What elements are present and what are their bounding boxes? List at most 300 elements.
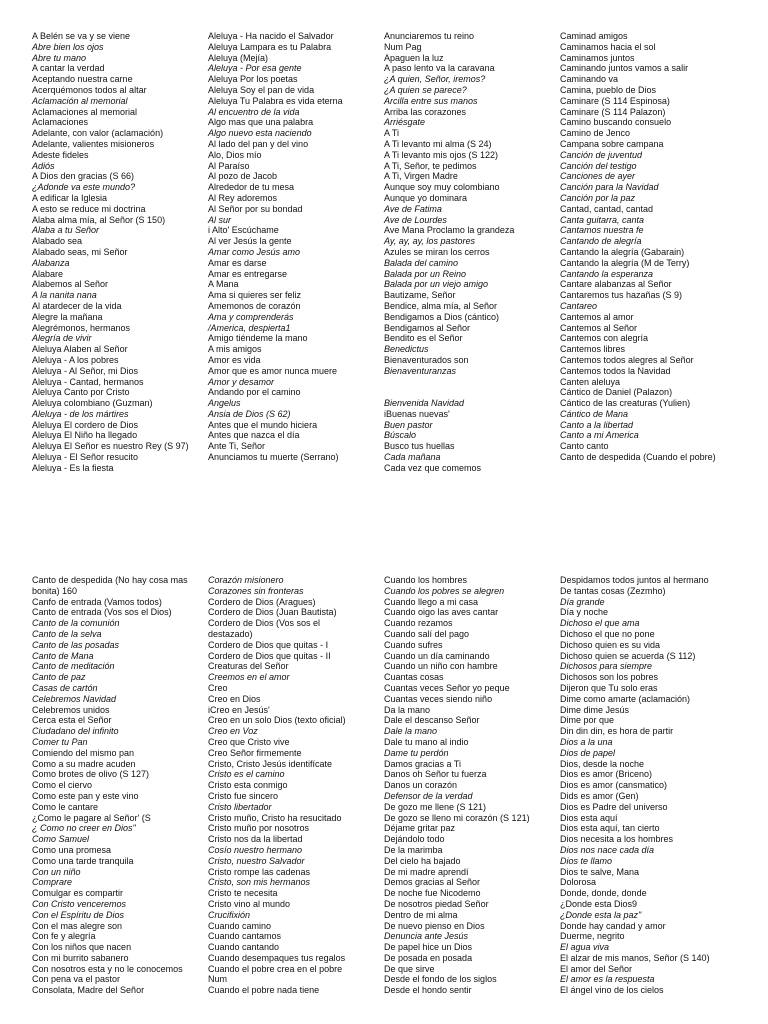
index-entry: Caminando juntos vamos a salir [560,63,689,74]
index-entry: Camina, pueblo de Dios [560,84,657,95]
index-entry: A la nanita nana [32,290,97,301]
index-entry: Cuando camino [208,920,272,931]
index-entry: Dios te llamo [560,855,613,866]
index-entry: Dios necesita a los hombres [560,834,674,845]
index-entry: Dios es amor (cansmatico) [560,780,668,791]
index-entry: Benedictus [384,344,429,355]
index-entry: Cantando de alegría [560,236,642,247]
index-entry: Con Cristo venceremos [32,898,127,909]
index-entry: iBuenas nuevas' [384,408,450,419]
index-entry: Azules se miran los cerros [384,246,490,257]
index-entry: Canto canto [560,441,609,452]
index-entry: Comiendo del mismo pan [32,747,135,758]
index-column [32,575,206,996]
index-entry: Ansia de Dios (S 62) [208,408,291,419]
index-entry: Cantando la alegría (Gabarain) [560,246,685,257]
index-entry: Bautizame, Señor [384,290,456,301]
index-entry: Cantando la esperanza [560,268,654,279]
index-entry: Como le cantare [32,801,99,812]
index-entry: iCreo en Jesús' [208,704,270,715]
index-entry: Cuando oigo las aves cantar [384,607,499,618]
index-entry: Aleluya colombiano (Guzman) [32,398,153,409]
index-entry: Cosío nuestro hermano [208,844,303,855]
index-entry: Cristo vino al mundo [208,898,291,909]
index-entry: Apaguen la luz [384,52,444,63]
index-entry: Con pena va el pastor [32,974,121,985]
index-entry: Creaturas del Señor [208,661,289,672]
index-entry: Alaba a tu Señor [32,225,100,236]
index-entry: Al lado del pan y del vino [208,138,309,149]
index-entry: Como brotes de olivo (S 127) [32,769,150,780]
index-entry: Con mi burrito sabanero [32,952,129,963]
index-entry: Danos oh Señor tu fuerza [384,769,487,780]
index-entry: Denuncia ante Jesús [384,931,469,942]
index-entry: Donde, donde, donde [560,888,647,899]
index-entry: Cristo es el camino [208,769,285,780]
index-entry: Balada por un viejo amigo [384,279,489,290]
index-column [384,575,556,996]
index-entry: Cantando la alegría (M de Terry) [560,257,690,268]
index-entry: Bendice, alma mía, al Señor [384,300,498,311]
index-entry: Cántico de las creaturas (Yulien) [560,398,691,409]
index-entry: Cuando el pobre nada tiene [208,985,320,996]
index-entry: Ciudadano del infinito [32,726,119,737]
index-entry: Dios te salve, Mana [560,866,640,877]
index-entry: De que sirve [384,963,435,974]
index-entry: i Alto' Escúchame [208,225,279,236]
index-entry: Alo, Dios mío [208,149,262,160]
index-entry: A esto se reduce mi doctrina [32,203,146,214]
index-entry: Dame tu perdón [384,747,449,758]
index-entry: Abre bien los ojos [32,41,104,52]
index-entry: Cada mañana [384,452,441,463]
index-entry: Canten aleluya [560,376,621,387]
index-entry: Creo que Cristo vive [208,736,290,747]
index-entry: De gozo se lleno mi corazón (S 121) [384,812,530,823]
index-entry: Comer tu Pan [32,736,88,747]
index-entry: Cantamos nuestra fe [560,225,644,236]
index-entry: Bienvenida Navidad [384,398,465,409]
index-entry: Dichoso quien se acuerda (S 112) [560,650,696,661]
index-entry: Aleluya El Niño ha llegado [32,430,138,441]
index-entry: Bendigamos al Señor [384,322,471,333]
index-entry: Cántico de Daniel (Palazon) [560,387,673,398]
index-entry: Aleluya Lampara es tu Palabra [208,41,332,52]
index-entry: Cristo nos da la libertad [208,834,303,845]
index-entry: Aunque yo dominara [384,192,468,203]
index-entry: Canto de paz [32,672,86,683]
index-entry: Cantaremos tus hazañas (S 9) [560,290,683,301]
index-entry: Cordero de Dios que quitas - II [208,650,331,661]
index-entry: Dios a la una [560,736,613,747]
index-entry: Aleluya - de los mártires [32,408,129,419]
index-entry: Cordero de Dios (Aragues) [208,596,316,607]
index-entry: Con los niños que nacen [32,942,132,953]
index-entry: Ante Ti, Señor [208,441,266,452]
index-entry: Como el ciervo [32,780,93,791]
index-column [208,31,380,463]
index-entry: Aleluya - Al Señor, mi Dios [32,365,139,376]
index-entry: Aleluya - Por esa gente [208,63,302,74]
index-entry: Cuando un niño con hambre [384,661,498,672]
index-entry: Amigo tiéndeme la mano [208,333,308,344]
index-entry: ¿Adonde va este mundo? [32,182,136,193]
index-entry: Cordero de Dios que quitas - I [208,639,329,650]
index-entry: A Ti levanto mis ojos (S 122) [384,149,499,160]
index-entry: Como una promesa [32,844,112,855]
index-entry: De nuevo pienso en Dios [384,920,485,931]
index-entry: Canto a la libertad [560,419,634,430]
index-entry: Aclamación al memorial [32,95,128,106]
index-entry: ¿A quien se parece? [384,84,467,95]
index-entry: Aleluya Por los poetas [208,74,298,85]
index-entry: Como Samuel [32,834,90,845]
index-entry: Canto de despedida (Cuando el pobre) [560,452,716,463]
index-entry: Cuando los hombres [384,575,468,585]
index-entry: Cerca esta el Señor [32,715,112,726]
index-entry: Corazón misionero [208,575,284,585]
index-entry: Dios, desde la noche [560,758,645,769]
index-entry: Al pozo de Jacob [208,171,278,182]
index-entry: Antes que nazca el día [208,430,300,441]
index-entry: Dios esta aquí [560,812,618,823]
index-column [560,575,740,996]
index-entry: Aleluya - El Señor resucito [32,452,139,463]
index-entry: Aleluya Canto por Cristo [32,387,130,398]
index-entry: Ave de Lourdes [384,214,447,225]
index-entry: Alabado sea [32,236,83,247]
index-entry: Num [208,974,228,985]
index-entry: Antes que el mundo hiciera [208,419,318,430]
index-entry: Amemonos de corazón [208,300,301,311]
index-entry: Canto a mi America [560,430,639,441]
index-entry: Demos gracias al Señor [384,877,481,888]
index-entry: Caminamos hacia el sol [560,41,656,52]
index-entry: Adelante, con valor (aclamación) [32,128,164,139]
index-entry: Cristo, Cristo Jesús identifícate [208,758,333,769]
index-entry: Dios nos nace cada día [560,844,655,855]
index-entry: El amor del Señor [560,963,633,974]
index-entry: ¿ Como no creer en Dios" [32,823,136,834]
index-entry: Bendigamos a Dios (cántico) [384,311,500,322]
index-entry: Angelus [208,398,241,409]
index-entry: Alegrémonos, hermanos [32,322,131,333]
index-entry: Dichosos son los pobres [560,672,659,683]
index-entry: Con fe y alegría [32,931,96,942]
index-entry: Al sur [208,214,232,225]
index-entry: Algo mas que una palabra [208,117,314,128]
index-entry: De noche fue Nicodemo [384,888,481,899]
index-entry [384,377,556,388]
index-entry: Aleluya El cordero de Dios [32,419,139,430]
index-entry: Aceptando nuestra carne [32,74,133,85]
index-entry: Balada por un Reino [384,268,467,279]
index-entry: Aclamaciones al memorial [32,106,138,117]
index-entry: Arriba las corazones [384,106,467,117]
index-entry: Cristo fue sincero [208,790,279,801]
index-entry: Déjame gritar paz [384,823,456,834]
index-entry: Alaba alma mía, al Señor (S 150) [32,214,166,225]
index-entry: Crucifixión [208,909,251,920]
index-entry: Cordero de Dios (Vos sos el [208,618,321,629]
index-entry: A paso lento va la caravana [384,63,495,74]
index-entry: Buen pastor [384,419,433,430]
index-entry: Aleluya (Mejía) [208,52,269,63]
index-entry: Ama y comprenderás [208,311,294,322]
index-entry: Desde el hondo sentir [384,985,472,996]
index-entry: Dentro de mi alma [384,909,458,920]
index-entry: Cantareo [560,300,598,311]
index-entry: Celebremos Navidad [32,693,117,704]
index-entry: Dichosos para siempre [560,661,653,672]
index-entry: ¿Donde esta la paz" [560,909,642,920]
index-entry: Ama si quieres ser feliz [208,290,302,301]
index-entry: Creo Señor firmemente [208,747,302,758]
index-entry: De posada en posada [384,952,473,963]
index-entry: De gozo me llene (S 121) [384,801,487,812]
index-entry: Día grande [560,596,605,607]
index-entry: Alegría de vivir [32,333,92,344]
index-entry: Al ver Jesús la gente [208,236,292,247]
index-entry: Cuando salí del pago [384,628,470,639]
index-entry: Cantemos al amor [560,311,634,322]
index-entry: destazado) [208,628,253,639]
index-entry: A Dios den gracias (S 66) [32,171,135,182]
index-entry: Canto de la comunión [32,618,120,629]
index-entry: Bienaventurados son [384,354,469,365]
index-entry: Cantare alabanzas al Señor [560,279,672,290]
index-entry: Alegre la mañana [32,311,103,322]
index-entry: Cuando rezamos [384,618,453,629]
index-entry: Cuando llego a mi casa [384,596,479,607]
index-entry: Ave de Fatima [384,203,442,214]
index-entry: ¿A quien, Señor, iremos? [384,74,486,85]
index-entry: El alzar de mis manos, Señor (S 140) [560,952,710,963]
index-entry: El amor es la respuesta [560,974,655,985]
index-entry: Consolata, Madre del Señor [32,985,145,996]
index-entry: Dijeron que Tu solo eras [560,682,658,693]
index-entry: Cordero de Dios (Juan Bautista) [208,607,337,618]
index-column [208,575,380,996]
index-entry: Damos gracias a Ti [384,758,462,769]
index-entry: Ay, ay, ay, los pastores [384,236,475,247]
index-entry: El ángel vino de los cielos [560,985,664,996]
index-entry: Celebremos unidos [32,704,110,715]
index-entry: A mis amigos [208,344,262,355]
index-entry: Creo [208,682,228,693]
index-entry: Alabare [32,268,64,279]
index-entry: Dichoso quien es su vida [560,639,661,650]
index-entry: Caminare (S 114 Espinosa) [560,95,670,106]
index-entry: Cántico de Mana [560,408,629,419]
index-entry: Cristo rompe las cadenas [208,866,311,877]
index-entry: Cantemos libres [560,344,626,355]
index-entry: Dios esta aquí, tan cierto [560,823,660,834]
index-entry: Amar como Jesús amo [208,246,301,257]
index-entry: Casas de cartón [32,682,98,693]
index-entry: Cantad, cantad, cantad [560,203,654,214]
index-entry [384,387,556,398]
index-entry: Canto de despedida (No hay cosa mas [32,575,188,585]
index-entry: Din din din, es hora de partir [560,726,674,737]
index-entry: Balada del camino [384,257,459,268]
index-entry: Anunciamos tu muerte (Serrano) [208,452,339,463]
index-entry: De la marimba [384,844,443,855]
index-entry: Caminando va [560,74,619,85]
index-entry: Aleluya Alaben al Señor [32,344,128,355]
index-entry: Día y noche [560,607,609,618]
index-entry: Alrededor de tu mesa [208,182,295,193]
index-entry: Cantemos todos la Navidad [560,365,671,376]
index-entry: Al Paraíso [208,160,250,171]
index-entry: Adeste fideles [32,149,89,160]
index-entry: Dios es Padre del universo [560,801,668,812]
index-entry: Cuantas veces siendo niño [384,693,493,704]
index-entry: Arriésgate [384,117,426,128]
index-entry: Adelante, valientes misioneros [32,138,155,149]
index-entry: Creo en Voz [208,726,258,737]
index-entry: Creemos en el amor [208,672,290,683]
index-entry: A Ti [384,128,400,139]
index-entry: De nosotros piedad Señor [384,898,489,909]
index-entry: Caminare (S 114 Palazon) [560,106,666,117]
index-entry: bonita) 160 [32,585,78,596]
index-entry: Alabanza [32,257,70,268]
index-entry: Aunque soy muy colombiano [384,182,500,193]
index-entry: Campana sobre campana [560,138,664,149]
index-entry: Cristo muño por nosotros [208,823,310,834]
index-entry: Amar es entregarse [208,268,288,279]
index-entry: Dale el descanso Señor [384,715,480,726]
index-entry: Duerme, negrito [560,931,625,942]
index-entry: Camino de Jenco [560,128,631,139]
index-entry: Aclamaciones [32,117,89,128]
index-entry: A Ti, Virgen Madre [384,171,458,182]
index-entry: Adiós [32,160,55,171]
index-entry: Andando por el camino [208,387,301,398]
index-entry: Canto de Mana [32,650,94,661]
index-entry: Dale la mano [384,726,438,737]
index-column [560,31,740,463]
index-entry: Caminamos juntos [560,52,635,63]
index-entry: Cantemos todos alegres al Señor [560,354,694,365]
index-entry: Canción del testigo [560,160,637,171]
index-entry: Cuantas cosas [384,672,444,683]
index-entry: Caminad amigos [560,31,628,41]
index-entry: Alabemos al Señor [32,279,109,290]
index-entry: Canciones de ayer [560,171,636,182]
index-entry: Desde el fondo de los siglos [384,974,497,985]
index-entry: Dime como amarte (aclamación) [560,693,691,704]
index-entry: Aleluya El Señor es nuestro Rey (S 97) [32,441,189,452]
index-entry: Da la mano [384,704,431,715]
index-entry: Búscalo [384,430,417,441]
index-entry: A edificar la Iglesia [32,192,108,203]
index-entry: ¿Donde esta Dios9 [560,898,638,909]
index-entry: A Mana [208,279,239,290]
index-entry: Dios es amor (Briceno) [560,769,653,780]
index-entry: Dichoso el que ama [560,618,640,629]
index-entry: Como a su madre acuden [32,758,136,769]
index-entry: Amor es vida [208,354,261,365]
index-column [384,31,556,474]
index-entry: Aleluya Soy el pan de vida [208,84,315,95]
index-entry: Al encuentro de la vida [208,106,300,117]
index-entry: Con el Espíritu de Dios [32,909,125,920]
index-entry: Cuando sufres [384,639,443,650]
index-entry: Cuando los pobres se alegren [384,585,505,596]
index-entry: Al Señor por su bondad [208,203,303,214]
index-entry: Cristo muño, Cristo ha resucitado [208,812,342,823]
index-entry: Aleluya - Es la fiesta [32,462,114,473]
index-entry: Dale tu mano al indio [384,736,469,747]
index-entry: De mi madre aprendí [384,866,469,877]
index-entry: Cristo te necesita [208,888,278,899]
index-entry: A cantar la verdad [32,63,105,74]
index-entry: Dime por que [560,715,615,726]
index-entry: Creo en Dios [208,693,261,704]
index-entry: Amor que es amor nunca muere [208,365,338,376]
index-entry: Amor y desamor [208,376,275,387]
index-entry: De papel hice un Dios [384,942,473,953]
index-entry: Aleluya - A los pobres [32,354,119,365]
index-entry: Como una tarde tranquila [32,855,134,866]
index-entry: Ave Mana Proclamo la grandeza [384,225,515,236]
index-entry: Anunciaremos tu reino [384,31,475,41]
index-entry: Canto de la selva [32,628,102,639]
index-entry: Canción de juventud [560,149,643,160]
index-entry: Dids es amor (Gen) [560,790,639,801]
index-entry: Canfo de entrada (Vamos todos) [32,596,162,607]
index-entry: A Ti levanto mi alma (S 24) [384,138,492,149]
index-entry: Canta guitarra, canta [560,214,645,225]
index-entry: Cuando cantando [208,942,280,953]
index-entry: Canto de entrada (Vos sos el Dios) [32,607,172,618]
index-entry: Despidamos todos juntos al hermano [560,575,709,585]
index-entry: Bendito es el Señor [384,333,463,344]
index-entry: Comulgar es compartir [32,888,124,899]
index-entry: Cuando un día caminando [384,650,490,661]
index-entry: A Ti, Señor, te pedimos [384,160,477,171]
index-entry: Dime dime Jesús [560,704,630,715]
index-entry: Aleluya - Ha nacido el Salvador [208,31,334,41]
index-entry: El agua viva [560,942,610,953]
index-entry: De tantas cosas (Zezmho) [560,585,666,596]
index-entry: Cada vez que comemos [384,462,482,473]
index-entry: Cuando el pobre crea en el pobre [208,963,343,974]
index-column [32,31,202,474]
index-entry: Aleluya Tu Palabra es vida eterna [208,95,343,106]
index-entry: Cuando cantamos [208,931,282,942]
index-entry: /America, despierta1 [208,322,291,333]
index-entry: Como este pan y este vino [32,790,139,801]
index-entry: Dichoso el que no pone [560,628,655,639]
index-entry: Comprare [32,877,73,888]
index-entry: Danos un corazón [384,780,458,791]
index-entry: ¿Como le pagare al Señor' (S [32,812,151,823]
index-entry: Aleluya - Cantad, hermanos [32,376,144,387]
index-entry: Defensor de la verdad [384,790,473,801]
index-entry: Dios de papel [560,747,616,758]
index-entry: Canción por la paz [560,192,636,203]
index-entry: Cantemos con alegría [560,333,649,344]
index-entry: Bienaventuranzas [384,365,457,376]
index-entry: Canto de las posadas [32,639,120,650]
index-entry: Canto de meditación [32,661,115,672]
index-entry: Cuantas veces Señor yo peque [384,682,510,693]
index-entry: Algo nuevo esta naciendo [208,128,312,139]
index-entry: Con el mas alegre son [32,920,123,931]
